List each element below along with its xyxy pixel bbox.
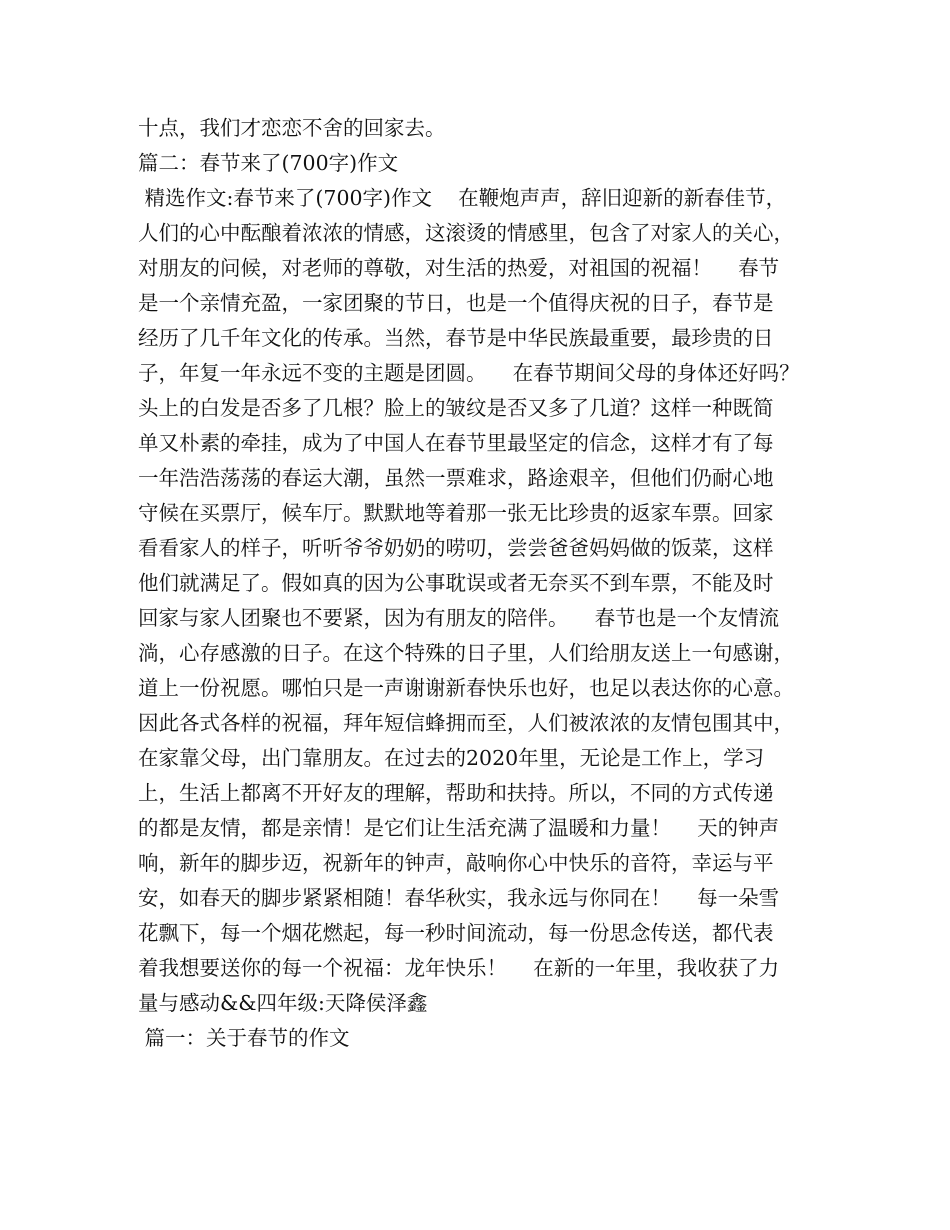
text-line: 着我想要送你的每一个祝福：龙年快乐！ 在新的一年里，我收获了力 — [138, 956, 780, 980]
text-line: 对朋友的问候，对老师的尊敬，对生活的热爱，对祖国的祝福！ 春节 — [138, 256, 780, 280]
text-line: 守候在买票厅，候车厅。默默地等着那一张无比珍贵的返家车票。回家 — [138, 501, 774, 525]
text-line: 回家与家人团聚也不要紧，因为有朋友的陪伴。 春节也是一个友情流 — [138, 606, 780, 630]
text-line: 道上一份祝愿。哪怕只是一声谢谢新春快乐也好，也足以表达你的心意。 — [138, 676, 794, 700]
text-line: 淌，心存感激的日子。在这个特殊的日子里，人们给朋友送上一句感谢， — [138, 641, 794, 665]
text-line: 人们的心中酝酿着浓浓的情感，这滚烫的情感里，包含了对家人的关心， — [138, 221, 794, 245]
text-line: 的都是友情，都是亲情！是它们让生活充满了温暖和力量！ 天的钟声 — [138, 816, 780, 840]
text-line: 安，如春天的脚步紧紧相随！春华秋实，我永远与你同在！ 每一朵雪 — [138, 886, 780, 910]
section-heading: 篇二：春节来了(700字)作文 — [138, 151, 399, 175]
text-line: 上，生活上都离不开好友的理解，帮助和扶持。所以，不同的方式传递 — [138, 781, 774, 805]
text-line: 十点，我们才恋恋不舍的回家去。 — [138, 116, 446, 140]
text-line: 一年浩浩荡荡的春运大潮，虽然一票难求，路途艰辛，但他们仍耐心地 — [138, 466, 774, 490]
text-line: 他们就满足了。假如真的因为公事耽误或者无奈买不到车票，不能及时 — [138, 571, 774, 595]
text-line: 单又朴素的牵挂，成为了中国人在春节里最坚定的信念，这样才有了每 — [138, 431, 774, 455]
text-line: 经历了几千年文化的传承。当然，春节是中华民族最重要，最珍贵的日 — [138, 326, 774, 350]
text-line: 量与感动&&四年级:天降侯泽鑫 — [138, 991, 428, 1015]
section-heading: 篇一：关于春节的作文 — [138, 1026, 350, 1050]
text-line: 头上的白发是否多了几根？脸上的皱纹是否又多了几道？这样一种既简 — [138, 396, 774, 420]
text-line: 在家靠父母，出门靠朋友。在过去的2020年里，无论是工作上，学习 — [138, 746, 765, 770]
text-line: 子，年复一年永远不变的主题是团圆。 在春节期间父母的身体还好吗？ — [138, 361, 800, 385]
text-line: 是一个亲情充盈，一家团聚的节日，也是一个值得庆祝的日子，春节是 — [138, 291, 774, 315]
text-line: 看看家人的样子，听听爷爷奶奶的唠叨，尝尝爸爸妈妈做的饭菜，这样 — [138, 536, 774, 560]
text-line: 花飘下，每一个烟花燃起，每一秒时间流动，每一份思念传送，都代表 — [138, 921, 774, 945]
text-line: 响，新年的脚步迈，祝新年的钟声，敲响你心中快乐的音符，幸运与平 — [138, 851, 774, 875]
text-line: 精选作文:春节来了(700字)作文 在鞭炮声声，辞旧迎新的新春佳节， — [138, 186, 787, 210]
text-line: 因此各式各样的祝福，拜年短信蜂拥而至，人们被浓浓的友情包围其中， — [138, 711, 794, 735]
